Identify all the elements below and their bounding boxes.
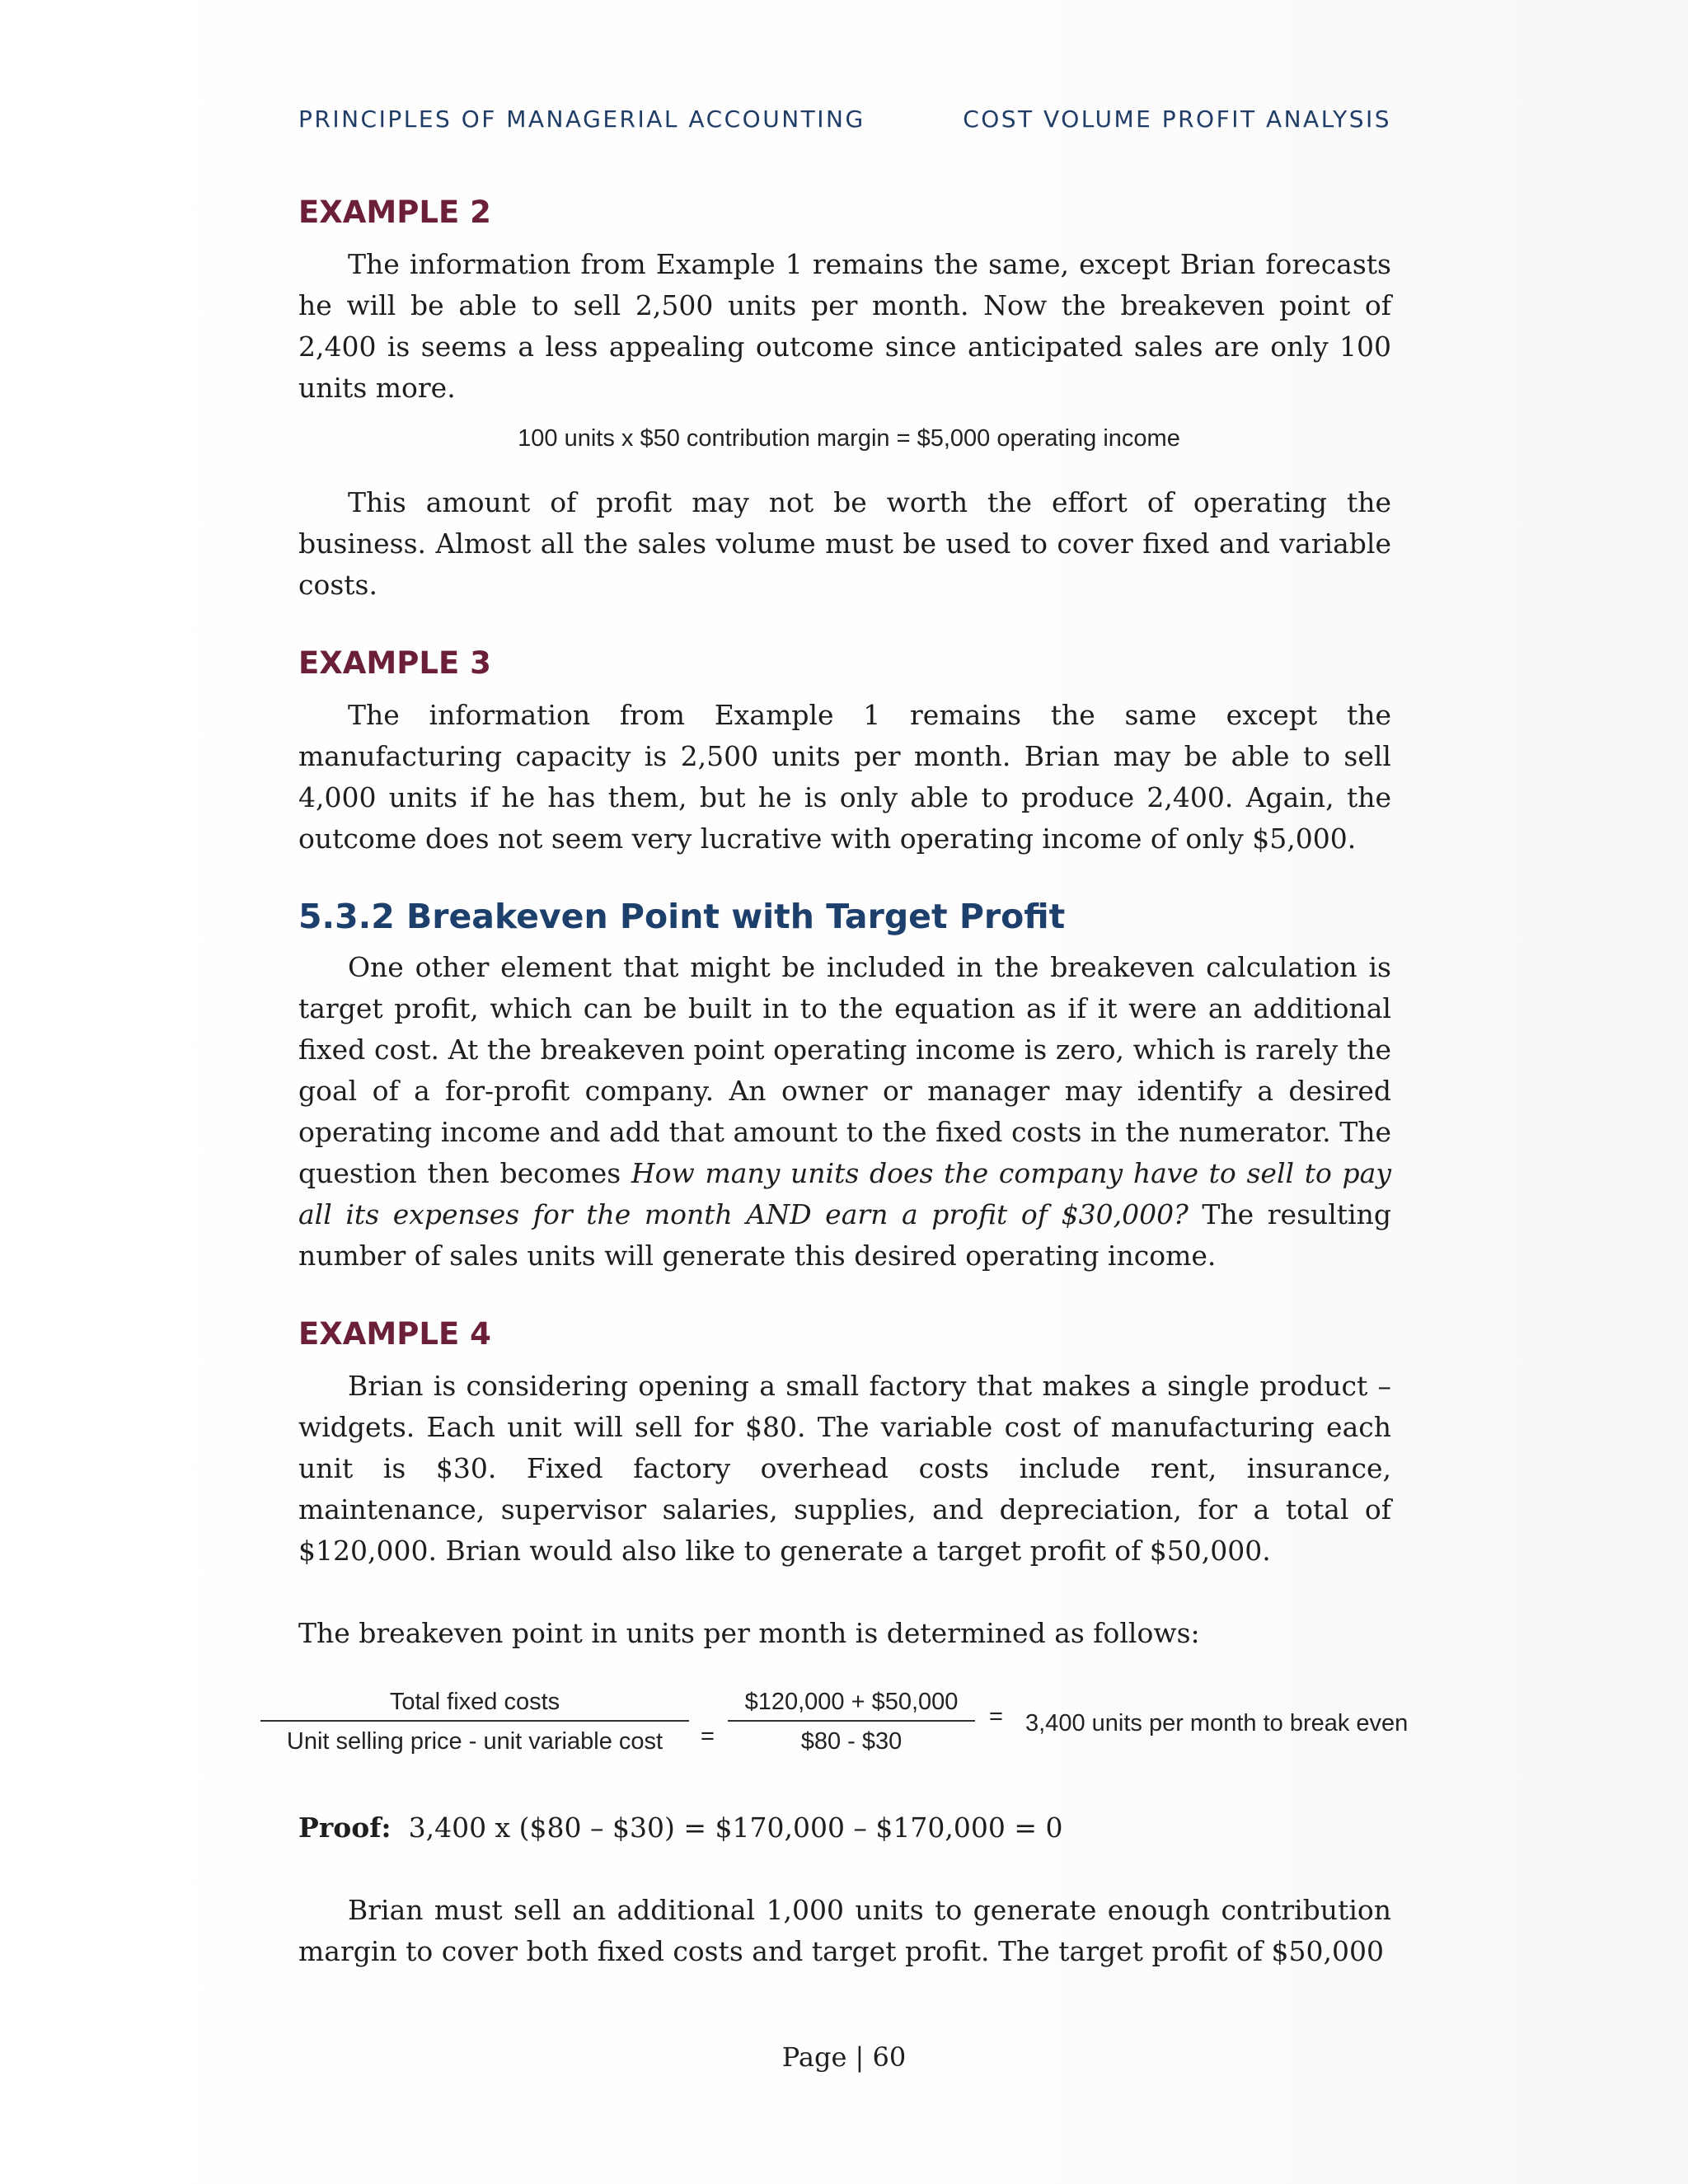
section-text-start: One other element that might be included in the breakeven calculation is target profit, which can be built in to the equation as if it were an additional fixed cost. At the breakeven point operating income is zero, which is rarely the goal of a for-profit company. An owner or manager may identify a desired operating income and add that amount to the fixed costs in the numerator. The question then becomes	[298, 951, 1391, 1189]
section-text-end: The resulting number of sales units will generate this desired operating income.	[298, 1198, 1392, 1272]
proof-label: Proof:	[298, 1811, 392, 1844]
example-4-paragraph: Brian is considering opening a small factory that makes a single product – widgets. Each unit will sell for $80. The variable cost of manufacturing each unit is $30. Fixed factory overhead costs include rent, insurance, maintenance, supervisor salaries, supplies, and depreciation, for a total of $120,000. Brian would also like to generate a target profit of $50,000.	[298, 1370, 1391, 1567]
page-number: Page | 60	[781, 2041, 907, 2073]
running-header-left: PRINCIPLES OF MANAGERIAL ACCOUNTING	[298, 105, 865, 133]
page-content	[286, 188, 1409, 1972]
formula-denominator-values: $80 - $30	[800, 1728, 903, 1755]
formula-equals-1: =	[701, 1723, 715, 1750]
example-4-intro: The breakeven point in units per month is determined as follows:	[298, 1617, 1200, 1649]
formula-numerator-values: $120,000 + $50,000	[728, 1684, 975, 1722]
example-4-heading: EXAMPLE 4	[298, 1316, 491, 1352]
section-heading: 5.3.2 Breakeven Point with Target Profit	[298, 897, 1066, 936]
example-2-heading: EXAMPLE 2	[298, 194, 491, 230]
proof-calculation: 3,400 x ($80 – $30) = $170,000 – $170,000 = 0	[408, 1811, 1063, 1844]
example-2-calculation: 100 units x $50 contribution margin = $5,000 operating income	[518, 425, 1180, 452]
section-question: How many units does the company have to sell to pay all its expenses for the month AND earn a profit of $30,000?	[298, 1157, 1391, 1230]
formula-numerator-general: Total fixed costs	[260, 1684, 689, 1722]
formula-fraction-general	[260, 1684, 689, 1761]
section-paragraph	[298, 947, 1391, 1277]
example-2-conclusion: This amount of profit may not be worth the effort of operating the business. Almost all the sales volume must be used to cover fixed and variable costs.	[298, 486, 1391, 601]
running-header-right: COST VOLUME PROFIT ANALYSIS	[963, 105, 1391, 133]
formula-fraction-values	[728, 1684, 975, 1761]
breakeven-formula	[260, 1684, 1431, 1783]
example-4-conclusion: Brian must sell an additional 1,000 units to generate enough contribution margin to cover both fixed costs and target profit. The target profit of $50,000	[298, 1894, 1391, 1967]
example-2-paragraph: The information from Example 1 remains the same, except Brian forecasts he will be able to sell 2,500 units per month. Now the breakeven point of 2,400 is seems a less appealing outcome since anticipated sales are only 100 units more.	[298, 248, 1391, 404]
formula-equals-2: =	[989, 1704, 1003, 1730]
example-3-heading: EXAMPLE 3	[298, 645, 491, 681]
proof-line	[298, 1807, 1391, 1849]
example-3-paragraph: The information from Example 1 remains the same except the manufacturing capacity is 2,500 units per month. Brian may be able to sell 4,000 units if he has them, but he is only able to produce 2,400. Again, the outcome does not seem very lucrative with operating income of only $5,000.	[298, 699, 1391, 855]
formula-denominator-general: Unit selling price - unit variable cost	[286, 1728, 663, 1755]
formula-result: 3,400 units per month to break even	[1025, 1710, 1409, 1736]
